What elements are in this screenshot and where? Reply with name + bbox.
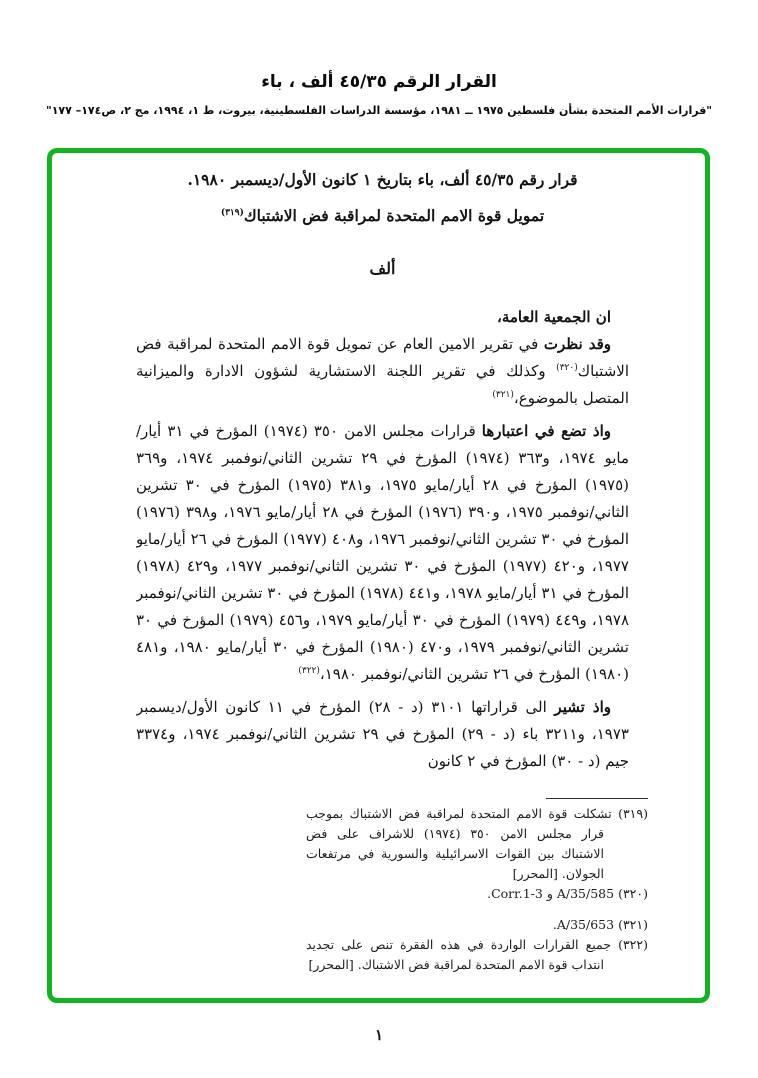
paragraph [136, 331, 629, 412]
text-run: ان الجمعية العامة، [497, 308, 611, 326]
source-citation: "قرارات الأمم المتحدة بشأن فلسطين ١٩٧٥ ــ ١٩٨١، مؤسسة الدراسات الفلسطينية، بيروت، ط ١، ١٩٩٤، مج ٢، ص١٧٤– ١٧٧" [45, 104, 713, 117]
footnote-ref: (٣٢١) [492, 390, 514, 400]
footnote-text: A/35/653. [552, 917, 615, 932]
footnote-separator [546, 798, 648, 799]
resolution-body [136, 166, 629, 796]
text-run: وكذلك في تقرير اللجنة الاستشارية لشؤون الادارة والميزانية المتصل بالموضوع، [136, 362, 629, 407]
footnote [306, 935, 648, 975]
footnote-ref: (٣١٩) [220, 207, 244, 218]
text-run: الى قراراتها ٣١٠١ (د - ٢٨) المؤرخ في ١١ كانون الأول/ديسمبر ١٩٧٣، و٣٢١١ باء (د - ٢٩) المؤرخ في ٢٩ تشرين الثاني/نوفمبر ١٩٧٤، و٣٣٧٤ جيم (د - ٣٠) المؤرخ في ٢ كانون [136, 698, 629, 770]
footnote-text: A/35/585 و Corr.1-3. [487, 886, 615, 901]
footnote-ref: (٣٢٠) [556, 363, 578, 373]
footnote [306, 915, 648, 935]
text-run: قرارات مجلس الامن ٣٥٠ (١٩٧٤) المؤرخ في ٣١ أيار/مايو ١٩٧٤، و٣٦٣ (١٩٧٤) المؤرخ في ٢٩ تشرين الثاني/نوفمبر ١٩٧٤، و٣٦٩ (١٩٧٥) المؤرخ في ٢٨ أيار/مايو ١٩٧٥، و٣٨١ (١٩٧٥) المؤرخ في ٣٠ تشرين الثاني/نوفمبر ١٩٧٥، و٣٩٠ (١٩٧٦) المؤرخ في ٢٨ أيار/مايو ١٩٧٦، و٣٩٨ (١٩٧٦) المؤرخ في ٣٠ تشرين الثاني/نوفمبر ١٩٧٦، و٤٠٨ (١٩٧٧) المؤرخ في ٢٦ أيار/مايو ١٩٧٧، و٤٢٠ (١٩٧٧) المؤرخ في ٣٠ تشرين الثاني/نوفمبر ١٩٧٧، و٤٢٩ (١٩٧٨) المؤرخ في ٣١ أيار/مايو ١٩٧٨، و٤٤١ (١٩٧٨) المؤرخ في ٣٠ تشرين الثاني/نوفمبر ١٩٧٨، و٤٤٩ (١٩٧٩) المؤرخ في ٣٠ أيار/مايو ١٩٧٩، و٤٥٦ (١٩٧٩) المؤرخ في ٣٠ تشرين الثاني/نوفمبر ١٩٧٩، و٤٧٠ (١٩٨٠) المؤرخ في ٣٠ أيار/مايو ١٩٨٠، و٤٨١ (١٩٨٠) المؤرخ في ٢٦ تشرين الثاني/نوفمبر ١٩٨٠، [136, 422, 629, 683]
footnote-ref: (٣٢٢) [298, 666, 320, 676]
footnote-number: (٣٢١) [618, 917, 648, 932]
footnote-number: (٣٢٠) [618, 886, 648, 901]
text-run: واذ تشير [554, 698, 612, 716]
text-run: وقد نظرت [543, 335, 611, 353]
resolution-frame [47, 148, 710, 1003]
resolution-subject-text: تمويل قوة الامم المتحدة لمراقبة فض الاشتباك [243, 206, 545, 225]
paragraph-list [136, 304, 629, 775]
footnote-text: جميع القرارات الواردة في هذه الفقرة تنص على تجديد انتداب قوة الامم المتحدة لمراقبة فض الاشتباك. [المحرر] [306, 937, 611, 972]
text-run: واذ تضع في اعتبارها [481, 422, 612, 440]
footnote [306, 804, 648, 884]
footnote-text: تشكلت قوة الامم المتحدة لمراقبة فض الاشتباك بموجب قرار مجلس الامن ٣٥٠ (١٩٧٤) للاشراف على فض الاشتباك بين القوات الاسرائيلية والسورية في مرتفعات الجولان. [المحرر] [306, 806, 612, 881]
resolution-subject [136, 202, 629, 229]
page-number: ١ [374, 1026, 384, 1044]
footnote-list [306, 804, 648, 975]
text-run: في تقرير الامين العام عن تمويل قوة الامم المتحدة لمراقبة فض الاشتباك [136, 335, 629, 380]
footnote [306, 884, 648, 904]
footnote-number: (٣٢٢) [618, 937, 648, 952]
paragraph [136, 418, 629, 688]
page-title: القرار الرقم ٤٥/٣٥ ألف ، باء [261, 72, 497, 92]
paragraph [136, 304, 629, 331]
resolution-heading: قرار رقم ٤٥/٣٥ ألف، باء بتاريخ ١ كانون الأول/ديسمبر ١٩٨٠. [187, 170, 578, 189]
footnote-number: (٣١٩) [618, 806, 648, 821]
section-heading: ألف [369, 259, 396, 278]
paragraph [136, 694, 629, 775]
